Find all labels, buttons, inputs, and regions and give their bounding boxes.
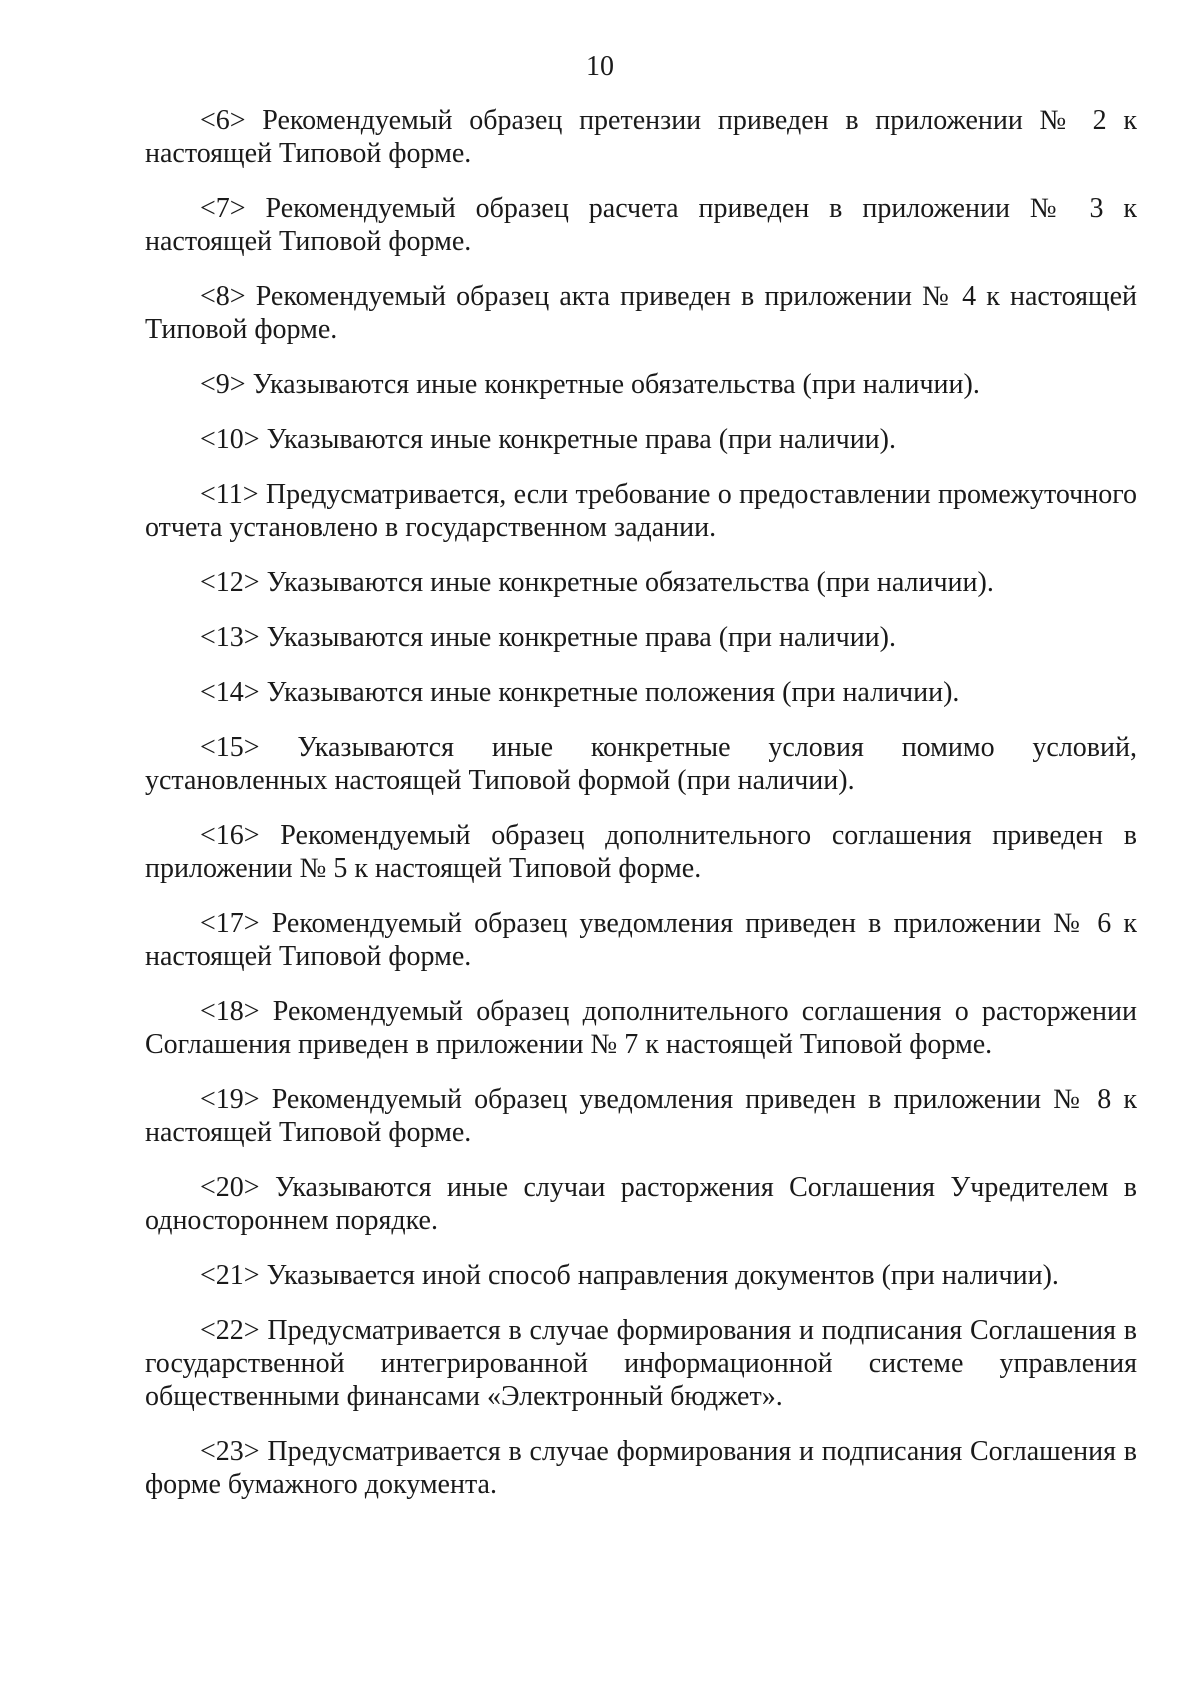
footnote-15: <15> Указываются иные конкретные условия помимо условий, установленных настоящей Типовой формой (при наличии). [145,732,1137,796]
footnote-17: <17> Рекомендуемый образец уведомления приведен в приложении № 6 к настоящей Типовой форме. [145,908,1137,972]
footnote-9: <9> Указываются иные конкретные обязательства (при наличии). [200,369,980,400]
footnotes-list [145,104,1137,1523]
footnote-10: <10> Указываются иные конкретные права (при наличии). [200,424,896,455]
footnote-12: <12> Указываются иные конкретные обязательства (при наличии). [200,567,994,598]
footnote-13: <13> Указываются иные конкретные права (при наличии). [200,622,896,653]
footnote-11: <11> Предусматривается, если требование о предоставлении промежуточного отчета установлено в государственном задании. [145,479,1137,543]
footnote-8: <8> Рекомендуемый образец акта приведен в приложении № 4 к настоящей Типовой форме. [145,281,1137,345]
footnote-22: <22> Предусматривается в случае формирования и подписания Соглашения в государственной интегрированной информационной системе управления общественными финансами «Электронный бюджет». [145,1315,1137,1412]
footnote-20: <20> Указываются иные случаи расторжения Соглашения Учредителем в одностороннем порядке. [145,1172,1137,1236]
footnote-21: <21> Указывается иной способ направления документов (при наличии). [200,1260,1059,1291]
footnote-18: <18> Рекомендуемый образец дополнительного соглашения о расторжении Соглашения приведен в приложении № 7 к настоящей Типовой форме. [145,996,1137,1060]
footnote-19: <19> Рекомендуемый образец уведомления приведен в приложении № 8 к настоящей Типовой форме. [145,1084,1137,1148]
footnote-7: <7> Рекомендуемый образец расчета приведен в приложении № 3 к настоящей Типовой форме. [145,193,1137,257]
footnote-23: <23> Предусматривается в случае формирования и подписания Соглашения в форме бумажного документа. [145,1436,1137,1500]
page-number: 10 [586,51,614,82]
footnote-14: <14> Указываются иные конкретные положения (при наличии). [200,677,960,708]
footnote-6: <6> Рекомендуемый образец претензии приведен в приложении № 2 к настоящей Типовой форме. [145,105,1137,169]
footnote-16: <16> Рекомендуемый образец дополнительного соглашения приведен в приложении № 5 к настоящей Типовой форме. [145,820,1137,884]
